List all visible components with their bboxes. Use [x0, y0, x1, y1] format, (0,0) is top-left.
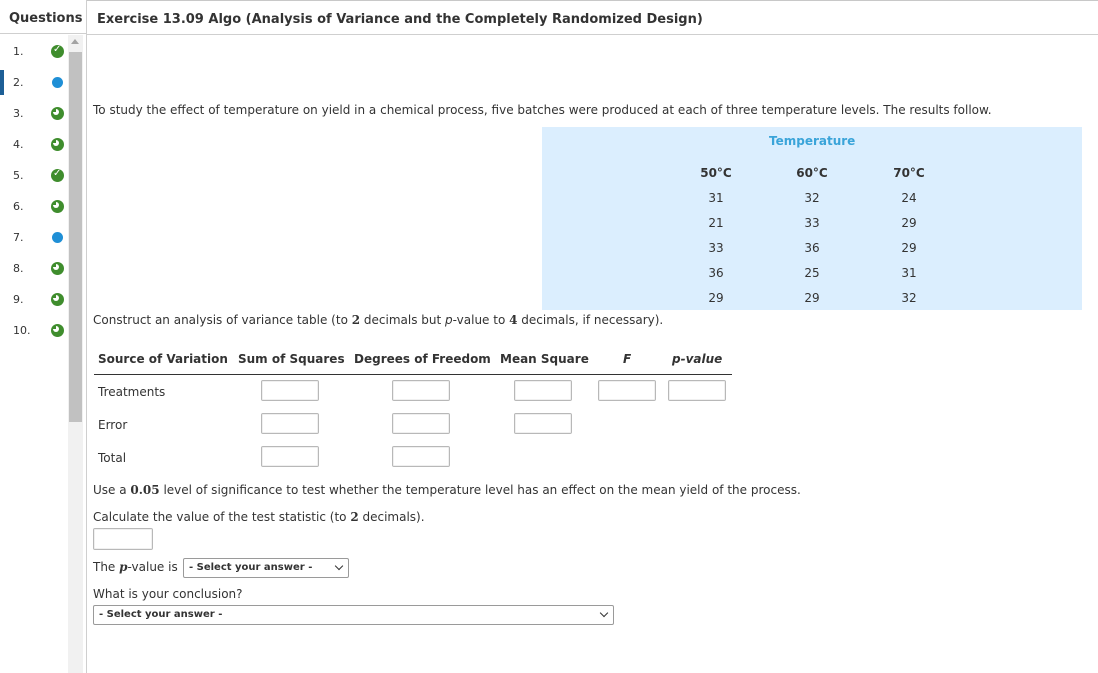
- p-symbol: p: [445, 313, 453, 327]
- temp-value: 33: [708, 241, 724, 255]
- temp-value: 31: [708, 191, 724, 205]
- decimals-number: 2: [350, 510, 359, 524]
- question-number: 8.: [13, 262, 24, 275]
- partial-circle-icon: [51, 262, 64, 275]
- row-label-treatments: Treatments: [98, 385, 166, 399]
- error-ms-input[interactable]: [514, 413, 572, 434]
- anova-header-pvalue: p-value: [672, 352, 723, 366]
- sidebar-scrollbar[interactable]: [68, 35, 83, 673]
- anova-header-df: Degrees of Freedom: [354, 352, 491, 366]
- question-nav-item[interactable]: [0, 252, 68, 283]
- dot-icon: [52, 232, 63, 243]
- conclusion-select-value: - Select your answer -: [99, 609, 223, 620]
- treatments-df-input[interactable]: [392, 380, 450, 401]
- frame-top: [0, 0, 1098, 1]
- significance-instructions: [93, 483, 801, 497]
- question-number: 9.: [13, 293, 24, 306]
- question-nav-item[interactable]: [0, 314, 68, 345]
- anova-header-ms: Mean Square: [500, 352, 589, 366]
- text-span: Calculate the value of the test statistic (to: [93, 510, 351, 524]
- scroll-up-icon[interactable]: [71, 39, 79, 44]
- temp-value: 31: [901, 266, 917, 280]
- text-span: Construct an analysis of variance table (to: [93, 313, 352, 327]
- title-divider: [87, 34, 1098, 35]
- active-marker: [0, 70, 4, 95]
- row-label-error: Error: [98, 418, 128, 432]
- row-label-total: Total: [98, 451, 127, 465]
- chevron-down-icon: [335, 562, 343, 570]
- temp-column-70: [879, 166, 939, 316]
- temperature-table: [542, 127, 1082, 310]
- temp-value: 24: [901, 191, 917, 205]
- temp-value: 32: [804, 191, 820, 205]
- pvalue-select-value: - Select your answer -: [189, 562, 313, 573]
- question-nav-item[interactable]: [0, 97, 68, 128]
- temp-value: 33: [804, 216, 820, 230]
- question-number: 7.: [13, 231, 24, 244]
- temp-value: 29: [901, 241, 917, 255]
- question-number: 10.: [13, 324, 31, 337]
- sidebar-header: Questions: [0, 0, 86, 34]
- anova-header-rule: [94, 374, 732, 375]
- temp-value: 36: [708, 266, 724, 280]
- treatments-pvalue-input[interactable]: [668, 380, 726, 401]
- temp-header: 70°C: [893, 166, 925, 180]
- page-title: Exercise 13.09 Algo (Analysis of Variance and the Completely Randomized Design): [97, 12, 703, 27]
- conclusion-label: What is your conclusion?: [93, 587, 243, 601]
- question-number: 2.: [13, 76, 24, 89]
- treatments-ms-input[interactable]: [514, 380, 572, 401]
- question-number: 1.: [13, 45, 24, 58]
- question-list: [0, 35, 68, 345]
- question-nav-item[interactable]: [0, 283, 68, 314]
- question-number: 3.: [13, 107, 24, 120]
- p-symbol: p: [119, 560, 128, 574]
- treatments-ss-input[interactable]: [261, 380, 319, 401]
- temp-value: 25: [804, 266, 820, 280]
- text-span: -value to: [452, 313, 510, 327]
- partial-circle-icon: [51, 293, 64, 306]
- text-span: The: [93, 560, 120, 574]
- temp-value: 32: [901, 291, 917, 305]
- partial-circle-icon: [51, 138, 64, 151]
- question-nav-item[interactable]: [0, 66, 68, 97]
- alpha-value: 0.05: [130, 483, 160, 497]
- question-number: 6.: [13, 200, 24, 213]
- treatments-f-input[interactable]: [598, 380, 656, 401]
- temp-value: 29: [804, 291, 820, 305]
- total-df-input[interactable]: [392, 446, 450, 467]
- temperature-table-title: Temperature: [769, 134, 856, 148]
- text-span: decimals, if necessary).: [517, 313, 664, 327]
- temp-column-60: [782, 166, 842, 316]
- temp-header: 60°C: [796, 166, 828, 180]
- check-circle-icon: [51, 169, 64, 182]
- text-span: decimals but: [360, 313, 446, 327]
- conclusion-select[interactable]: [93, 605, 614, 625]
- dot-icon: [52, 77, 63, 88]
- partial-circle-icon: [51, 107, 64, 120]
- pvalue-label: [93, 560, 178, 574]
- pvalue-select[interactable]: [183, 558, 349, 578]
- text-span: level of significance to test whether the temperature level has an effect on the mean yield of the process.: [159, 483, 801, 497]
- partial-circle-icon: [51, 324, 64, 337]
- temp-value: 29: [901, 216, 917, 230]
- scroll-thumb[interactable]: [69, 52, 82, 422]
- partial-circle-icon: [51, 200, 64, 213]
- question-intro: To study the effect of temperature on yield in a chemical process, five batches were produced at each of three temperature levels. The results follow.: [93, 103, 992, 117]
- question-nav-item[interactable]: [0, 159, 68, 190]
- error-df-input[interactable]: [392, 413, 450, 434]
- temp-value: 29: [708, 291, 724, 305]
- temp-value: 36: [804, 241, 820, 255]
- error-ss-input[interactable]: [261, 413, 319, 434]
- check-circle-icon: [51, 45, 64, 58]
- question-sidebar: [0, 0, 87, 673]
- text-span: -value is: [127, 560, 178, 574]
- question-nav-item[interactable]: [0, 35, 68, 66]
- anova-header-ss: Sum of Squares: [238, 352, 345, 366]
- question-nav-item[interactable]: [0, 128, 68, 159]
- question-number: 5.: [13, 169, 24, 182]
- temp-column-50: [686, 166, 746, 316]
- temp-value: 21: [708, 216, 724, 230]
- decimals-number: 2: [351, 313, 361, 327]
- chevron-down-icon: [600, 609, 608, 617]
- temp-header: 50°C: [700, 166, 732, 180]
- text-span: Use a: [93, 483, 131, 497]
- question-nav-item[interactable]: [0, 190, 68, 221]
- test-statistic-input[interactable]: [93, 528, 153, 550]
- total-ss-input[interactable]: [261, 446, 319, 467]
- anova-header-f: F: [623, 352, 632, 366]
- anova-header-source: Source of Variation: [98, 352, 228, 366]
- question-nav-item[interactable]: [0, 221, 68, 252]
- construct-instructions: [93, 313, 663, 327]
- calc-instructions: [93, 510, 425, 524]
- decimals-number: 4: [509, 313, 518, 327]
- text-span: decimals).: [358, 510, 425, 524]
- question-number: 4.: [13, 138, 24, 151]
